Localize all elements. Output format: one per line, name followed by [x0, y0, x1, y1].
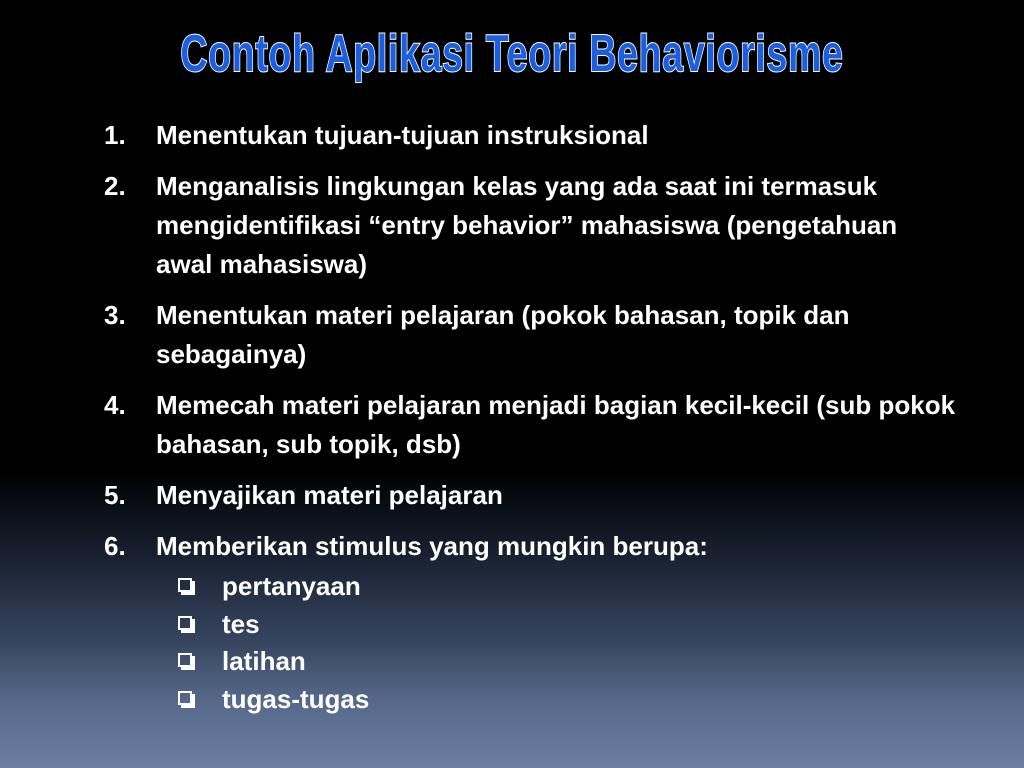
list-item	[104, 527, 956, 566]
list-item	[104, 167, 956, 284]
list-item	[104, 116, 956, 155]
sub-list-item-text: pertanyaan	[222, 571, 361, 601]
sub-list-item	[156, 643, 1024, 681]
sub-list	[156, 568, 1024, 718]
list-item-number: 2.	[104, 171, 126, 201]
list-item-text: Memecah materi pelajaran menjadi bagian kecil-kecil (sub pokok bahasan, sub topik, dsb)	[156, 390, 956, 459]
list-item-text: Menentukan tujuan-tujuan instruksional	[156, 120, 649, 150]
list-item-number: 5.	[104, 480, 126, 510]
list-item	[104, 476, 956, 515]
checkbox-icon	[178, 616, 192, 630]
sub-list-item-text: tes	[222, 608, 260, 639]
sub-list-item	[156, 681, 1024, 719]
list-item-number: 6.	[104, 531, 126, 561]
content-list	[0, 116, 1024, 718]
sub-list-item-text: latihan	[222, 646, 306, 676]
list-item	[104, 386, 956, 464]
list-item-text: Menyajikan materi pelajaran	[156, 480, 503, 510]
list-item-text: Menganalisis lingkungan kelas yang ada saat ini termasuk mengidentifikasi “entry behavior” mahasiswa (pengetahuan awal mahasiswa)	[156, 171, 898, 279]
sub-list-item	[156, 606, 1024, 644]
checkbox-icon	[178, 691, 192, 705]
sub-list-item	[156, 568, 1024, 606]
slide-title: Contoh Aplikasi Teori Behaviorisme	[180, 25, 844, 83]
list-item-number: 1.	[104, 120, 126, 150]
checkbox-icon	[178, 653, 192, 667]
list-item-text: Memberikan stimulus yang mungkin berupa:	[156, 531, 708, 561]
checkbox-icon	[178, 578, 192, 592]
list-item-number: 3.	[104, 300, 126, 330]
list-item-text: Menentukan materi pelajaran (pokok bahasan, topik dan sebagainya)	[156, 300, 850, 369]
list-item-number: 4.	[104, 390, 126, 420]
list-item	[104, 296, 956, 374]
sub-list-item-text: tugas-tugas	[222, 683, 370, 714]
